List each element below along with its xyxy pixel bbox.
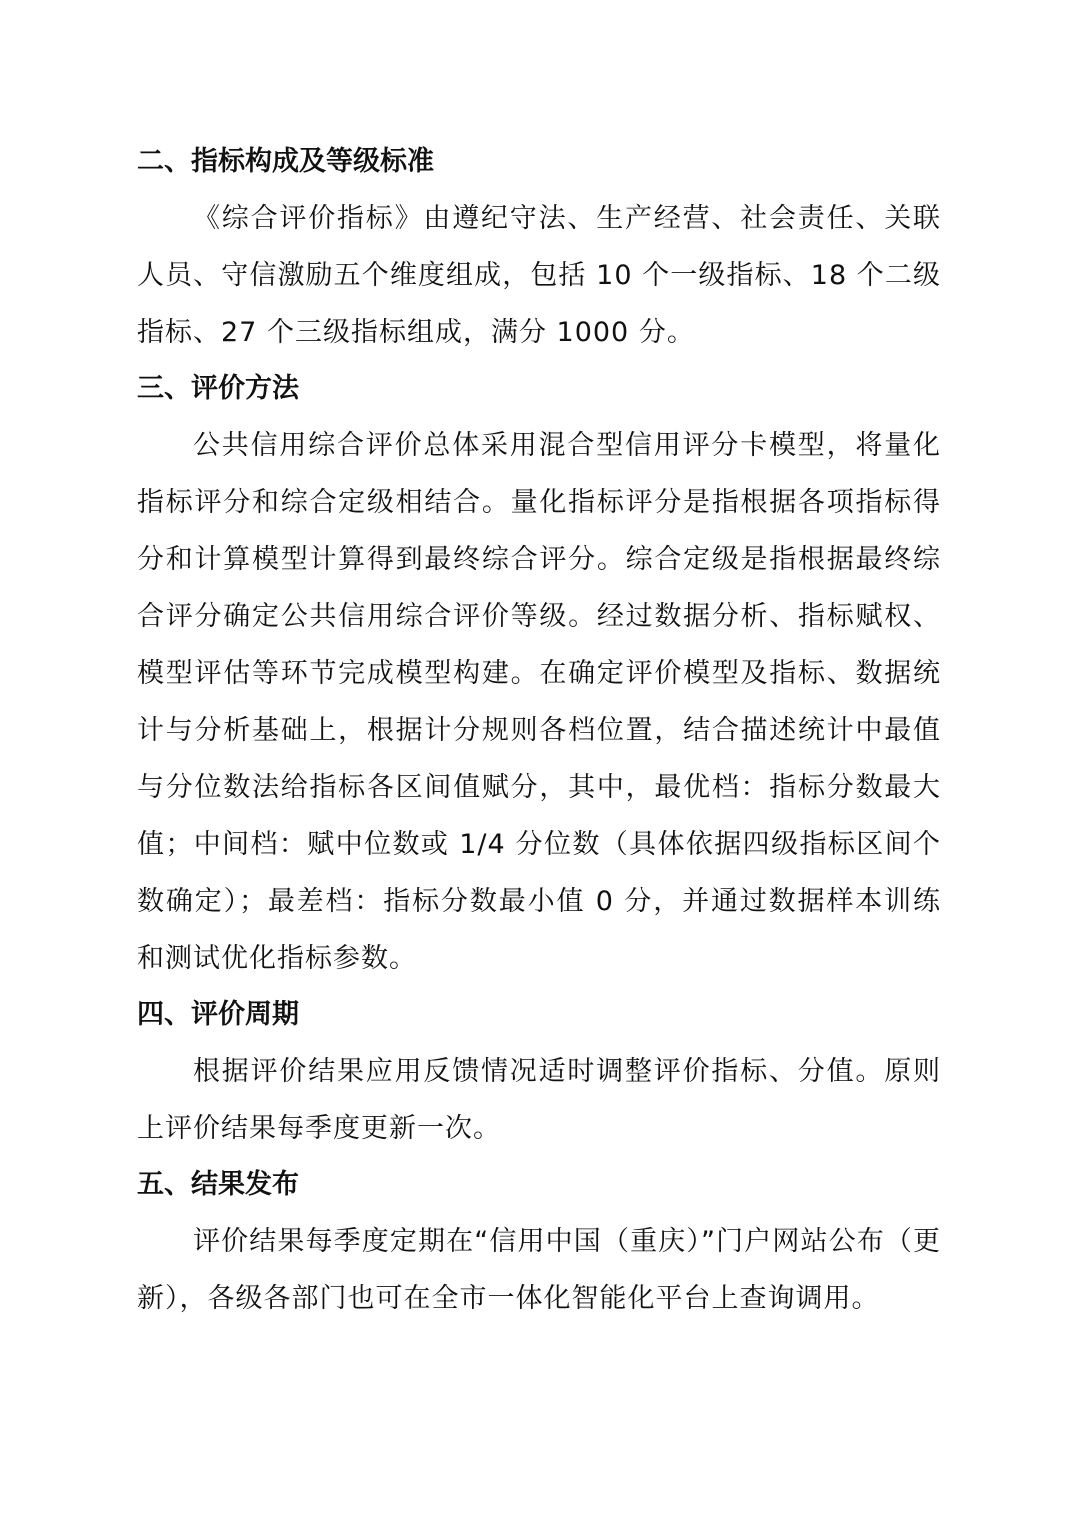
section-heading: 五、结果发布 [137, 1169, 299, 1200]
section-heading: 三、评价方法 [137, 373, 299, 404]
section-evaluation-method [137, 361, 941, 987]
section-indicator-composition [137, 134, 941, 361]
document-body [137, 134, 941, 1327]
section-paragraph: 公共信用综合评价总体采用混合型信用评分卡模型，将量化指标评分和综合定级相结合。量化指标评分是指根据各项指标得分和计算模型计算得到最终综合评分。综合定级是指根据最终综合评分确定公共信用综合评价等级。经过数据分析、指标赋权、模型评估等环节完成模型构建。在确定评价模型及指标、数据统计与分析基础上，根据计分规则各档位置，结合描述统计中最值与分位数法给指标各区间值赋分，其中，最优档：指标分数最大值；中间档：赋中位数或 1/4 分位数（具体依据四级指标区间个数确定）；最差档：指标分数最小值 0 分，并通过数据样本训练和测试优化指标参数。 [137, 430, 941, 974]
section-paragraph: 根据评价结果应用反馈情况适时调整评价指标、分值。原则上评价结果每季度更新一次。 [137, 1056, 941, 1144]
section-evaluation-cycle [137, 987, 941, 1157]
section-paragraph: 《综合评价指标》由遵纪守法、生产经营、社会责任、关联人员、守信激励五个维度组成，包括 10 个一级指标、18 个二级指标、27 个三级指标组成，满分 1000 分。 [137, 203, 941, 348]
section-result-publication [137, 1157, 941, 1327]
section-paragraph: 评价结果每季度定期在“信用中国（重庆）”门户网站公布（更新），各级各部门也可在全市一体化智能化平台上查询调用。 [137, 1226, 941, 1314]
section-heading: 二、指标构成及等级标准 [137, 146, 434, 177]
section-heading: 四、评价周期 [137, 999, 299, 1030]
